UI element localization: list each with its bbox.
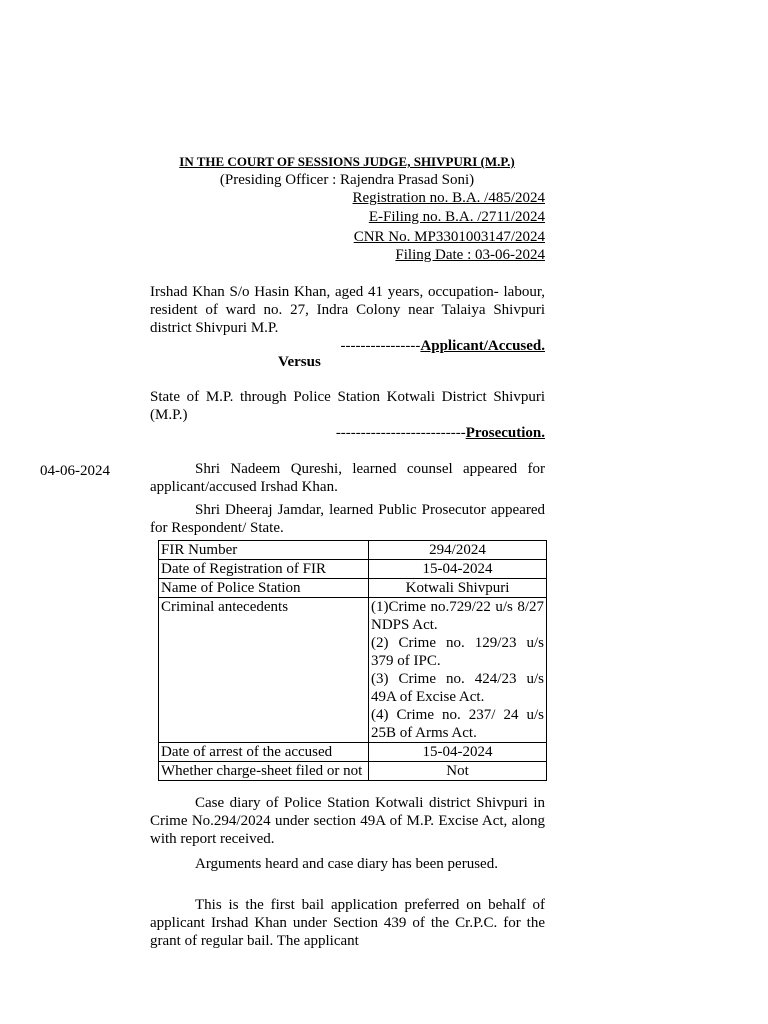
registration-number: Registration no. B.A. /485/2024: [352, 190, 545, 206]
arrest-date-label: Date of arrest of the accused: [159, 743, 369, 762]
chargesheet-value: Not: [369, 762, 547, 781]
antecedent-item: (3) Crime no. 424/23 u/s 49A of Excise Act.: [371, 671, 544, 705]
antecedents-label: Criminal antecedents: [159, 598, 369, 743]
filing-date: Filing Date : 03-06-2024: [395, 247, 545, 263]
applicant-block: [150, 283, 545, 355]
versus-label: Versus: [278, 354, 321, 370]
first-bail-paragraph: This is the first bail application preferred on behalf of applicant Irshad Khan under Section 439 of the Cr.P.C. for the grant of regular bail. The applicant: [150, 897, 545, 949]
fir-details-table: [158, 540, 547, 781]
applicant-role-line: [150, 337, 545, 355]
respondent-role-line: [150, 424, 545, 442]
antecedent-item: (4) Crime no. 237/ 24 u/s 25B of Arms Act.: [371, 707, 544, 741]
respondent-role: Prosecution.: [465, 425, 545, 441]
arguments-paragraph: Arguments heard and case diary has been perused.: [195, 856, 498, 872]
cnr-number: CNR No. MP3301003147/2024: [353, 229, 545, 245]
applicant-role: Applicant/Accused.: [420, 338, 545, 354]
applicant-dashes: ----------------: [340, 338, 421, 354]
arrest-date-value: 15-04-2024: [369, 743, 547, 762]
fir-number-value: 294/2024: [369, 541, 547, 560]
table-row: [159, 579, 547, 598]
order-date: 04-06-2024: [40, 463, 110, 479]
counsel-applicant-paragraph: Shri Nadeem Qureshi, learned counsel appeared for applicant/accused Irshad Khan.: [150, 461, 545, 495]
fir-number-label: FIR Number: [159, 541, 369, 560]
court-title: IN THE COURT OF SESSIONS JUDGE, SHIVPURI (M.P.): [179, 154, 515, 169]
police-station-value: Kotwali Shivpuri: [369, 579, 547, 598]
respondent-details: State of M.P. through Police Station Kotwali District Shivpuri (M.P.): [150, 389, 545, 423]
respondent-block: [150, 388, 545, 442]
table-row: [159, 762, 547, 781]
table-row: [159, 560, 547, 579]
respondent-dashes: --------------------------: [335, 425, 466, 441]
presiding-officer: (Presiding Officer : Rajendra Prasad Soni): [219, 172, 475, 188]
case-diary-paragraph: Case diary of Police Station Kotwali district Shivpuri in Crime No.294/2024 under section 49A of M.P. Excise Act, along with report received.: [150, 795, 545, 847]
applicant-details: Irshad Khan S/o Hasin Khan, aged 41 years, occupation- labour, resident of ward no. 27, Indra Colony near Talaiya Shivpuri district Shivpuri M.P.: [150, 284, 545, 336]
efiling-number: E-Filing no. B.A. /2711/2024: [368, 209, 545, 225]
antecedent-item: (1)Crime no.729/22 u/s 8/27 NDPS Act.: [371, 599, 544, 633]
fir-date-value: 15-04-2024: [369, 560, 547, 579]
police-station-label: Name of Police Station: [159, 579, 369, 598]
table-row: [159, 743, 547, 762]
fir-date-label: Date of Registration of FIR: [159, 560, 369, 579]
antecedents-list: [369, 598, 547, 743]
antecedent-item: (2) Crime no. 129/23 u/s 379 of IPC.: [371, 635, 544, 669]
chargesheet-label: Whether charge-sheet filed or not: [159, 762, 369, 781]
table-row: [159, 541, 547, 560]
counsel-state-paragraph: Shri Dheeraj Jamdar, learned Public Prosecutor appeared for Respondent/ State.: [150, 502, 545, 536]
table-row: [159, 598, 547, 743]
